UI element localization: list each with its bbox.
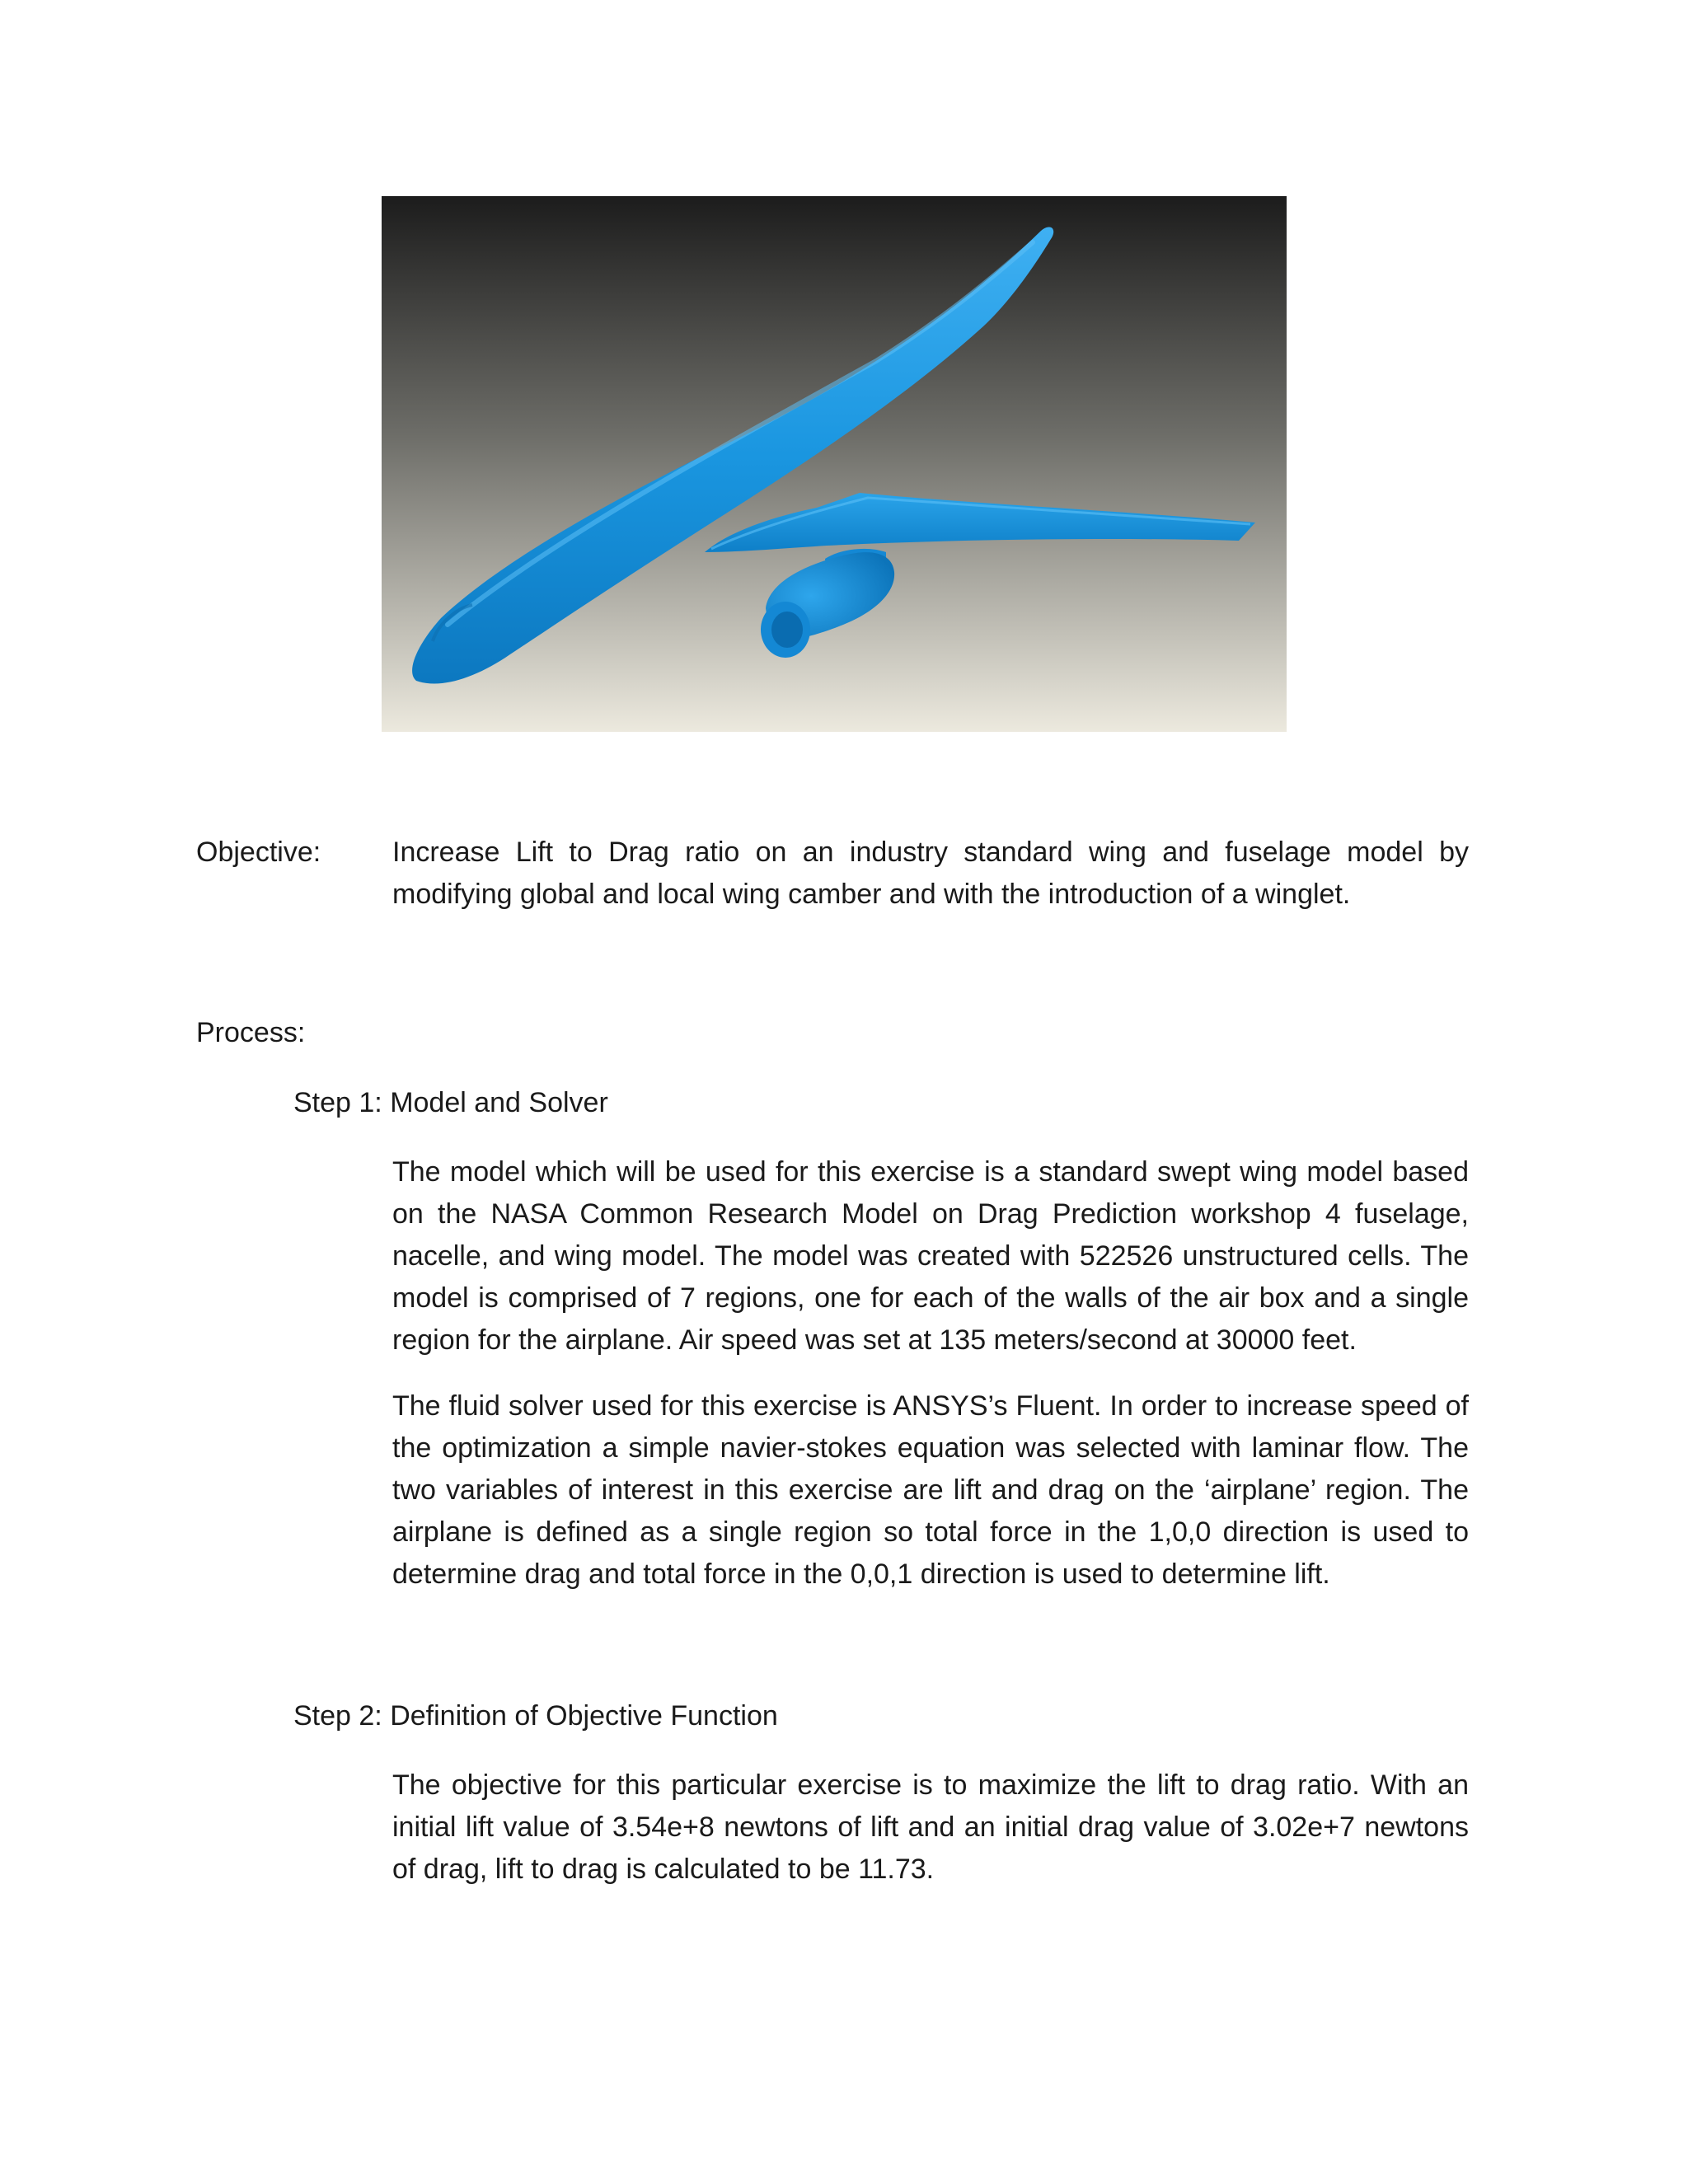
figure-background <box>382 196 1287 732</box>
nacelle-inlet-opening <box>771 612 803 648</box>
step2-paragraph-objective: The objective for this particular exercise is to maximize the lift to drag ratio. With an initial lift value of 3.54e+8 newtons of lift and an initial drag value of 3.02e+7 newtons of drag, lift to drag is calculated to be 11.73. <box>392 1769 1469 1885</box>
step1-paragraph-solver: The fluid solver used for this exercise is ANSYS’s Fluent. In order to increase speed of the optimization a simple navier-stokes equation was selected with laminar flow. The two variables of interest in this exercise are lift and drag on the ‘airplane’ region. The airplane is defined as a single region so total force in the 1,0,0 direction is used to determine drag and total force in the 0,0,1 direction is used to determine lift. <box>392 1390 1469 1590</box>
step1-paragraph-model: The model which will be used for this exercise is a standard swept wing model based on the NASA Common Research Model on Drag Prediction workshop 4 fuselage, nacelle, and wing model. The model was created with 522526 unstructured cells. The model is comprised of 7 regions, one for each of the walls of the air box and a single region for the airplane. Air speed was set at 135 meters/second at 30000 feet. <box>392 1156 1469 1356</box>
process-label: Process: <box>196 1017 306 1048</box>
model-render-figure <box>382 196 1287 732</box>
objective-text: Increase Lift to Drag ratio on an industry standard wing and fuselage model by modifying global and local wing camber and with the introduction of a winglet. <box>392 837 1469 910</box>
step1-heading: Step 1: Model and Solver <box>293 1087 608 1118</box>
objective-label: Objective: <box>196 837 321 868</box>
airplane-model-image <box>382 196 1287 732</box>
step2-heading: Step 2: Definition of Objective Function <box>293 1700 778 1732</box>
